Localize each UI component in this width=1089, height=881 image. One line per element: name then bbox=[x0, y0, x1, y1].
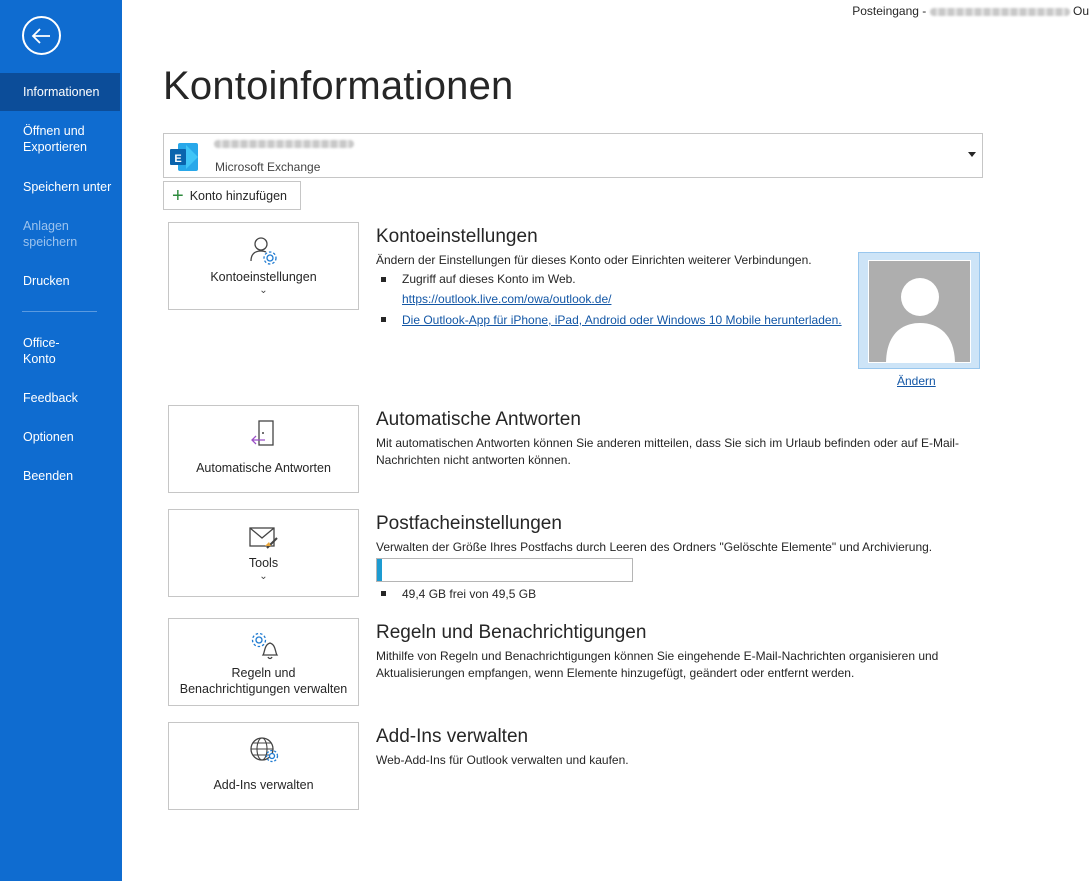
exchange-icon bbox=[168, 141, 200, 173]
account-settings-button[interactable] bbox=[168, 222, 359, 310]
person-silhouette-icon bbox=[869, 261, 971, 363]
manage-addins-button[interactable] bbox=[168, 722, 359, 810]
sidebar-item-anlagen-speichern bbox=[0, 218, 90, 250]
mobile-app-link[interactable]: Die Outlook-App für iPhone, iPad, Android oder Windows 10 Mobile herunterladen. bbox=[402, 313, 842, 327]
window-title bbox=[852, 4, 1089, 18]
automatic-replies-button[interactable] bbox=[168, 405, 359, 493]
section-title-account-settings: Kontoeinstellungen bbox=[376, 226, 538, 247]
sidebar-item-label: Öffnen und Exportieren bbox=[23, 124, 87, 154]
chevron-down-icon: ⌄ bbox=[259, 285, 268, 296]
door-arrow-icon bbox=[248, 418, 280, 450]
sidebar-item-optionen[interactable] bbox=[0, 429, 122, 445]
tile-label-line1: Regeln und bbox=[231, 666, 296, 680]
bullet bbox=[381, 277, 386, 282]
sidebar-item-office-konto[interactable] bbox=[0, 335, 70, 367]
storage-progress-fill bbox=[377, 559, 382, 581]
tile-label: Kontoeinstellungen bbox=[210, 270, 317, 284]
person-settings-icon bbox=[248, 235, 280, 267]
svg-text:E: E bbox=[174, 153, 182, 165]
sidebar-item-drucken[interactable] bbox=[0, 273, 122, 289]
back-button[interactable] bbox=[22, 16, 61, 55]
bell-settings-icon bbox=[248, 631, 280, 661]
page-title: Kontoinformationen bbox=[163, 64, 514, 108]
section-title-addins: Add-Ins verwalten bbox=[376, 726, 529, 747]
section-desc-auto-reply: Mit automatischen Antworten können Sie anderen mitteilen, dass Sie sich im Urlaub befinden oder auf E-Mail-Nachrichten nicht antworten können. bbox=[376, 436, 959, 467]
sidebar-item-label: Feedback bbox=[23, 391, 78, 405]
window-title-prefix: Posteingang - bbox=[852, 4, 927, 18]
window-title-suffix: Ou bbox=[1072, 4, 1089, 18]
account-email-redacted bbox=[214, 140, 354, 148]
chevron-down-icon bbox=[968, 152, 976, 157]
chevron-down-icon: ⌄ bbox=[259, 571, 268, 582]
add-account-label: Konto hinzufügen bbox=[189, 188, 287, 203]
sidebar-item-label: Optionen bbox=[23, 430, 74, 444]
sidebar-item-beenden[interactable] bbox=[0, 468, 122, 484]
owa-link[interactable]: https://outlook.live.com/owa/outlook.de/ bbox=[402, 292, 612, 306]
sidebar-item-informationen[interactable] bbox=[0, 73, 120, 111]
arrow-left-icon bbox=[30, 24, 54, 48]
tools-button[interactable] bbox=[168, 509, 359, 597]
section-title-auto-reply: Automatische Antworten bbox=[376, 409, 581, 430]
sidebar-divider bbox=[22, 311, 97, 312]
section-desc-rules: Mithilfe von Regeln und Benachrichtigungen können Sie eingehende E-Mail-Nachrichten organisieren und Aktualisierungen empfangen, wenn Elemente hinzugefügt, geändert oder entfernt werden. bbox=[376, 649, 939, 680]
rules-alerts-button[interactable] bbox=[168, 618, 359, 706]
sidebar-item-label: Beenden bbox=[23, 469, 74, 483]
tile-label-line2: Benachrichtigungen verwalten bbox=[179, 682, 348, 696]
tile-label: Automatische Antworten bbox=[196, 461, 331, 475]
avatar bbox=[868, 260, 971, 363]
section-desc-mailbox: Verwalten der Größe Ihres Postfachs durch Leeren des Ordners "Gelöschte Elemente" und Archivierung. bbox=[376, 540, 933, 554]
tile-label: Tools bbox=[248, 556, 279, 570]
web-access-text: Zugriff auf dieses Konto im Web. bbox=[402, 272, 576, 286]
tile-label: Add-Ins verwalten bbox=[213, 778, 314, 792]
redacted-email bbox=[930, 8, 1070, 16]
globe-settings-icon bbox=[248, 735, 280, 765]
section-desc-addins: Web-Add-Ins für Outlook verwalten und kaufen. bbox=[376, 753, 629, 767]
bullet bbox=[381, 591, 386, 596]
mailbox-tools-icon bbox=[247, 522, 281, 554]
sidebar-item-speichern-unter[interactable] bbox=[0, 179, 122, 195]
change-photo-link[interactable]: Ändern bbox=[897, 374, 936, 388]
storage-free-text: 49,4 GB frei von 49,5 GB bbox=[402, 587, 537, 601]
section-title-rules: Regeln und Benachrichtigungen bbox=[376, 622, 647, 643]
sidebar-item-label: Office-Konto bbox=[23, 336, 60, 366]
sidebar-item-feedback[interactable] bbox=[0, 390, 122, 406]
section-title-mailbox: Postfacheinstellungen bbox=[376, 513, 562, 534]
account-type: Microsoft Exchange bbox=[215, 160, 321, 174]
profile-picture[interactable] bbox=[858, 252, 980, 369]
sidebar-item-label: Anlagen speichern bbox=[23, 219, 78, 249]
sidebar-item-oeffnen-exportieren[interactable] bbox=[0, 123, 100, 155]
sidebar-item-label: Informationen bbox=[23, 85, 100, 99]
plus-icon: + bbox=[172, 184, 184, 207]
storage-progress-bar bbox=[376, 558, 633, 582]
sidebar-item-label: Speichern unter bbox=[23, 180, 112, 194]
backstage-sidebar bbox=[0, 0, 122, 881]
account-selector[interactable] bbox=[163, 133, 983, 178]
bullet bbox=[381, 317, 386, 322]
sidebar-item-label: Drucken bbox=[23, 274, 70, 288]
add-account-button[interactable] bbox=[163, 181, 301, 210]
section-desc-account-settings: Ändern der Einstellungen für dieses Konto oder Einrichten weiterer Verbindungen. bbox=[376, 253, 812, 267]
